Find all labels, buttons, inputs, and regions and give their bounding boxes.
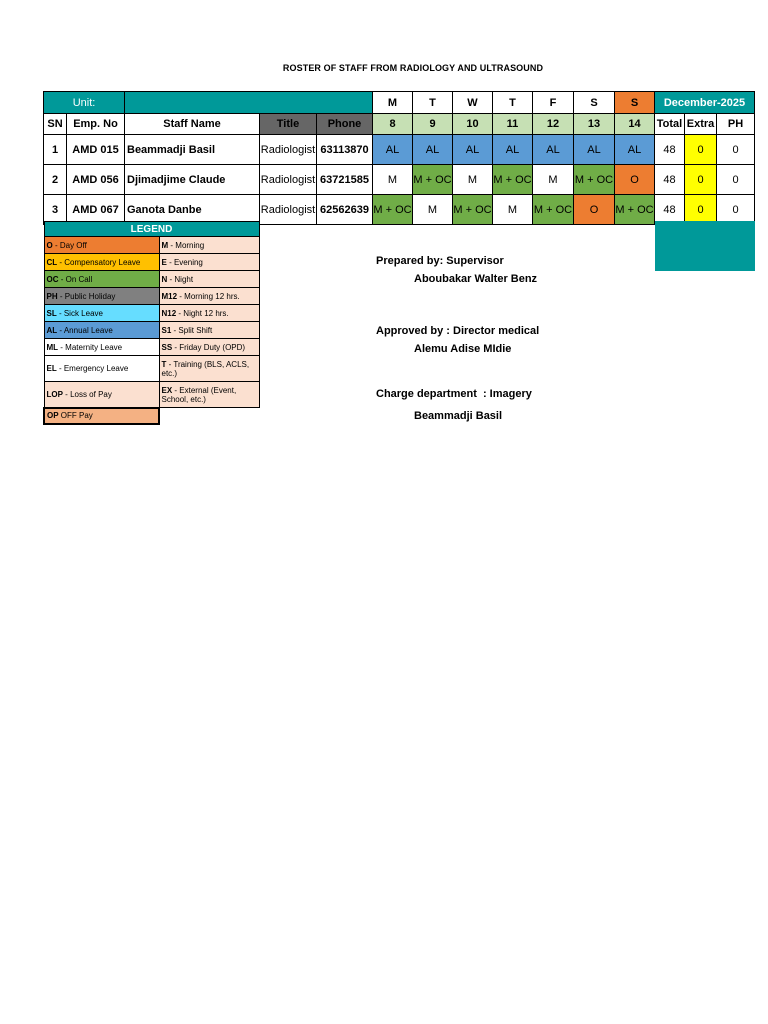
row-staff-name: Ganota Danbe <box>125 195 260 225</box>
shift-cell: AL <box>453 135 493 165</box>
legend-item-evening: E - Evening <box>159 254 259 271</box>
shift-cell: M + OC <box>533 195 574 225</box>
row-total: 48 <box>655 195 685 225</box>
approved-by-name: Alemu Adise MIdie <box>414 343 512 355</box>
legend-item-day-off: O - Day Off <box>44 237 159 254</box>
shift-cell: M + OC <box>453 195 493 225</box>
shift-cell: M + OC <box>413 165 453 195</box>
shift-cell: M <box>373 165 413 195</box>
roster-header-row-1 <box>44 92 755 114</box>
shift-cell: M + OC <box>373 195 413 225</box>
row-phone: 62562639 <box>317 195 373 225</box>
date-12: 12 <box>533 114 574 135</box>
date-9: 9 <box>413 114 453 135</box>
day-name-thu: T <box>493 92 533 114</box>
day-name-mon: M <box>373 92 413 114</box>
row-staff-name: Djimadjime Claude <box>125 165 260 195</box>
legend-title: LEGEND <box>44 222 259 237</box>
col-title-header: Title <box>260 114 317 135</box>
approved-by-label: Approved by : Director medical <box>376 325 540 337</box>
row-ph: 0 <box>717 135 755 165</box>
shift-cell: M <box>533 165 574 195</box>
shift-cell: AL <box>615 135 655 165</box>
col-emp-no-header: Emp. No <box>67 114 125 135</box>
legend-table <box>43 221 260 425</box>
row-title: Radiologist <box>260 165 317 195</box>
row-phone: 63721585 <box>317 165 373 195</box>
row-total: 48 <box>655 165 685 195</box>
legend-item-on-call: OC - On Call <box>44 271 159 288</box>
month-label: December-2025 <box>655 92 755 114</box>
row-title: Radiologist <box>260 135 317 165</box>
charge-department-name: Beammadji Basil <box>414 410 503 422</box>
day-name-sun: S <box>615 92 655 114</box>
shift-cell: M + OC <box>574 165 615 195</box>
legend-item-sick-leave: SL - Sick Leave <box>44 305 159 322</box>
row-sn: 2 <box>44 165 67 195</box>
row-title: Radiologist <box>260 195 317 225</box>
col-staff-name-header: Staff Name <box>125 114 260 135</box>
unit-value-cell <box>125 92 373 114</box>
legend-item-morning-12: M12 - Morning 12 hrs. <box>159 288 259 305</box>
row-staff-name: Beammadji Basil <box>125 135 260 165</box>
date-11: 11 <box>493 114 533 135</box>
date-13: 13 <box>574 114 615 135</box>
legend-item-compensatory-leave: CL - Compensatory Leave <box>44 254 159 271</box>
table-row <box>44 195 755 225</box>
prepared-by-label: Prepared by: Supervisor <box>376 255 504 267</box>
shift-cell: M <box>453 165 493 195</box>
shift-cell: AL <box>574 135 615 165</box>
legend-item-annual-leave: AL - Annual Leave <box>44 322 159 339</box>
legend-item-night: N - Night <box>159 271 259 288</box>
shift-cell: AL <box>413 135 453 165</box>
col-sn-header: SN <box>44 114 67 135</box>
table-row <box>44 135 755 165</box>
teal-filler-block <box>655 221 755 271</box>
row-total: 48 <box>655 135 685 165</box>
legend-item-friday-duty: SS - Friday Duty (OPD) <box>159 339 259 356</box>
unit-label: Unit: <box>72 96 96 109</box>
row-ph: 0 <box>717 165 755 195</box>
legend-item-morning: M - Morning <box>159 237 259 254</box>
row-sn: 3 <box>44 195 67 225</box>
date-8: 8 <box>373 114 413 135</box>
legend-item-external: EX - External (Event, School, etc.) <box>159 382 259 408</box>
col-extra-header: Extra <box>685 114 717 135</box>
shift-cell: M <box>413 195 453 225</box>
shift-cell: AL <box>373 135 413 165</box>
row-emp-no: AMD 067 <box>67 195 125 225</box>
shift-cell: O <box>574 195 615 225</box>
row-emp-no: AMD 056 <box>67 165 125 195</box>
row-extra: 0 <box>685 195 717 225</box>
day-name-tue: T <box>413 92 453 114</box>
row-emp-no: AMD 015 <box>67 135 125 165</box>
date-10: 10 <box>453 114 493 135</box>
row-ph: 0 <box>717 195 755 225</box>
legend-item-maternity-leave: ML - Maternity Leave <box>44 339 159 356</box>
shift-cell: M <box>493 195 533 225</box>
table-row <box>44 165 755 195</box>
prepared-by-name: Aboubakar Walter Benz <box>414 273 538 285</box>
shift-cell: O <box>615 165 655 195</box>
row-extra: 0 <box>685 165 717 195</box>
charge-department-label: Charge department : Imagery <box>376 388 532 400</box>
row-sn: 1 <box>44 135 67 165</box>
legend-item-night-12: N12 - Night 12 hrs. <box>159 305 259 322</box>
shift-cell: M + OC <box>615 195 655 225</box>
roster-header-row-2 <box>44 114 755 135</box>
legend-item-training: T - Training (BLS, ACLS, etc.) <box>159 356 259 382</box>
legend-item-public-holiday: PH - Public Holiday <box>44 288 159 305</box>
unit-label-cell <box>44 92 125 114</box>
legend-item-loss-of-pay: LOP - Loss of Pay <box>44 382 159 408</box>
col-total-header: Total <box>655 114 685 135</box>
legend-empty-cell <box>159 408 259 424</box>
day-name-fri: F <box>533 92 574 114</box>
legend-item-emergency-leave: EL - Emergency Leave <box>44 356 159 382</box>
row-extra: 0 <box>685 135 717 165</box>
date-14: 14 <box>615 114 655 135</box>
row-phone: 63113870 <box>317 135 373 165</box>
legend-item-split-shift: S1 - Split Shift <box>159 322 259 339</box>
shift-cell: AL <box>493 135 533 165</box>
roster-table <box>43 91 755 225</box>
document-title: ROSTER OF STAFF FROM RADIOLOGY AND ULTRASOUND <box>282 63 544 73</box>
shift-cell: M + OC <box>493 165 533 195</box>
col-phone-header: Phone <box>317 114 373 135</box>
day-name-sat: S <box>574 92 615 114</box>
legend-item-off-pay: OP OFF Pay <box>44 408 159 424</box>
day-name-wed: W <box>453 92 493 114</box>
col-ph-header: PH <box>717 114 755 135</box>
shift-cell: AL <box>533 135 574 165</box>
